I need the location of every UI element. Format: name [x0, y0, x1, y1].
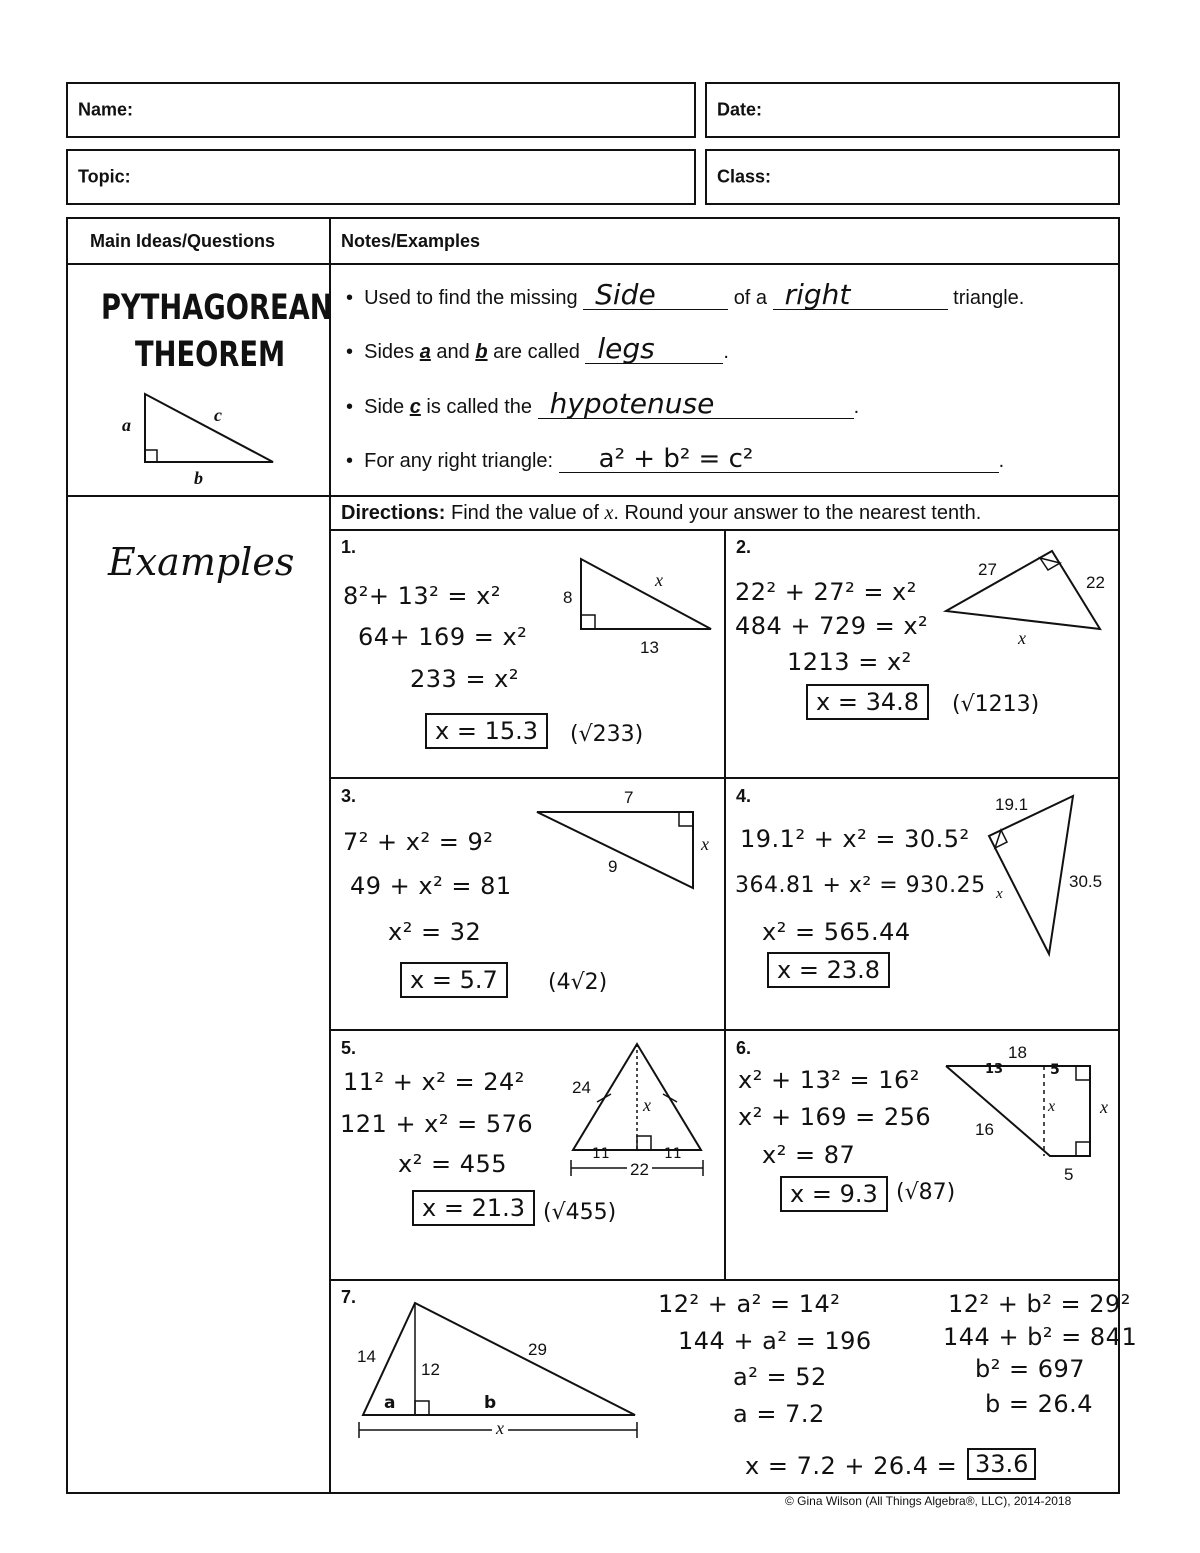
- p4-side-19-1: 19.1: [995, 795, 1029, 814]
- p6-side-x: x: [1100, 1097, 1108, 1117]
- p5-answer-box: x = 21.3: [412, 1190, 535, 1226]
- problem-2-number: 2.: [736, 537, 752, 557]
- directions: Directions: Find the value of x. Round your answer to the nearest tenth.: [341, 502, 982, 524]
- p1-side-13: 13: [640, 638, 659, 657]
- topic-title-line2: THEOREM: [135, 335, 286, 375]
- p3-step2: 49 + x² = 81: [350, 872, 512, 900]
- blank-hypotenuse[interactable]: hypotenuse: [538, 394, 854, 419]
- topic-side-b: b: [194, 468, 203, 488]
- p2-side-x: x: [1018, 628, 1026, 648]
- p2-step1: 22² + 27² = x²: [735, 578, 917, 606]
- p5-side-x: x: [643, 1095, 651, 1115]
- p4-step1: 19.1² + x² = 30.5²: [740, 825, 970, 853]
- p3-side-x: x: [701, 834, 709, 854]
- p4-step3: x² = 565.44: [762, 918, 911, 946]
- p2-answer-box: x = 34.8: [806, 684, 929, 720]
- p1-step3: 233 = x²: [410, 665, 519, 693]
- p3-step3: x² = 32: [388, 918, 482, 946]
- p7-a-step4: a = 7.2: [733, 1400, 825, 1428]
- p6-top-18: 18: [1008, 1043, 1027, 1062]
- p2-triangle: [940, 545, 1110, 635]
- p6-step3: x² = 87: [762, 1141, 856, 1169]
- p1-step1: 8²+ 13² = x²: [343, 582, 501, 610]
- p6-step2: x² + 169 = 256: [738, 1103, 932, 1131]
- p2-exact: (√1213): [952, 692, 1040, 717]
- p3-step1: 7² + x² = 9²: [343, 828, 494, 856]
- p7-b-step1: 12² + b² = 29²: [948, 1290, 1131, 1318]
- p2-side-22: 22: [1086, 573, 1105, 592]
- copyright-footer: © Gina Wilson (All Things Algebra®, LLC), 2014-2018: [785, 1494, 1072, 1508]
- p6-answer-box: x = 9.3: [780, 1176, 888, 1212]
- problem-7-number: 7.: [341, 1287, 357, 1307]
- p2-step2: 484 + 729 = x²: [735, 612, 929, 640]
- p6-bottom-5: 5: [1064, 1165, 1074, 1184]
- p3-answer-box: x = 5.7: [400, 962, 508, 998]
- col1-header: Main Ideas/Questions: [90, 231, 276, 251]
- p7-seg-a: a: [384, 1393, 396, 1413]
- p7-altitude-12: 12: [421, 1360, 440, 1379]
- p7-a-step3: a² = 52: [733, 1363, 827, 1391]
- p6-side-x-inner: x: [1048, 1098, 1056, 1115]
- p3-side-7: 7: [624, 788, 634, 807]
- p5-half-right: 11: [664, 1146, 682, 1162]
- topic-right-triangle: [135, 390, 295, 480]
- problem-1-number: 1.: [341, 537, 357, 557]
- p6-trapezoid: [940, 1060, 1120, 1170]
- topic-side-c: c: [214, 405, 222, 425]
- note-row-3: • Side c is called the hypotenuse .: [346, 387, 860, 420]
- p3-side-9: 9: [608, 857, 618, 876]
- problem-6-number: 6.: [736, 1038, 752, 1058]
- p7-side-x: x: [492, 1418, 508, 1439]
- p7-a-step1: 12² + a² = 14²: [658, 1290, 841, 1318]
- p6-hyp-16: 16: [975, 1120, 994, 1139]
- p7-a-step2: 144 + a² = 196: [678, 1327, 872, 1355]
- note-row-2: • Sides a and b are called legs .: [346, 332, 729, 365]
- p5-step2: 121 + x² = 576: [340, 1110, 534, 1138]
- problem-3-number: 3.: [341, 786, 357, 806]
- p7-b-step2: 144 + b² = 841: [943, 1323, 1138, 1351]
- p6-exact: (√87): [896, 1180, 956, 1205]
- p1-step2: 64+ 169 = x²: [358, 623, 528, 651]
- blank-right[interactable]: right: [773, 285, 948, 310]
- p6-top-13: 13: [985, 1062, 1004, 1077]
- topic-label: Topic:: [78, 166, 131, 187]
- p7-seg-b: b: [484, 1393, 497, 1413]
- topic-title-line1: PYTHAGOREAN: [101, 288, 333, 328]
- topic-side-a: a: [122, 415, 131, 435]
- p2-side-27: 27: [978, 560, 997, 579]
- p1-exact: (√233): [570, 722, 644, 747]
- p7-answer-box: 33.6: [967, 1448, 1036, 1480]
- name-label: Name:: [78, 99, 134, 120]
- note-row-1: • Used to find the missing Side of a right triangle.: [346, 278, 1025, 311]
- p4-triangle: [985, 790, 1075, 960]
- p7-side-29: 29: [528, 1340, 547, 1359]
- p7-b-step4: b = 26.4: [985, 1390, 1094, 1418]
- p3-exact: (4√2): [548, 970, 608, 995]
- blank-legs[interactable]: legs: [585, 339, 723, 364]
- p1-answer-box: x = 15.3: [425, 713, 548, 749]
- p4-side-x: x: [996, 886, 1003, 902]
- p5-side-24: 24: [572, 1078, 591, 1097]
- p1-side-x: x: [655, 570, 663, 590]
- problem-4-number: 4.: [736, 786, 752, 806]
- blank-side[interactable]: Side: [583, 285, 728, 310]
- p1-side-8: 8: [563, 588, 573, 607]
- p5-base-22: 22: [627, 1160, 652, 1180]
- p5-step1: 11² + x² = 24²: [343, 1068, 525, 1096]
- class-label: Class:: [717, 166, 772, 187]
- p3-triangle: [535, 808, 705, 898]
- p4-answer-box: x = 23.8: [767, 952, 890, 988]
- p7-b-step3: b² = 697: [975, 1355, 1086, 1383]
- p5-exact: (√455): [543, 1200, 617, 1225]
- p5-step3: x² = 455: [398, 1150, 507, 1178]
- p6-top-5: 5: [1050, 1062, 1060, 1078]
- p7-final: x = 7.2 + 26.4 =: [745, 1452, 958, 1480]
- p5-half-left: 11: [592, 1146, 610, 1162]
- p1-triangle: [575, 555, 725, 635]
- col2-header: Notes/Examples: [341, 231, 481, 251]
- p4-side-30-5: 30.5: [1069, 872, 1103, 891]
- p7-side-14: 14: [357, 1347, 376, 1366]
- problem-5-number: 5.: [341, 1038, 357, 1058]
- p6-step1: x² + 13² = 16²: [738, 1066, 920, 1094]
- date-label: Date:: [717, 99, 763, 120]
- p2-step3: 1213 = x²: [787, 648, 912, 676]
- examples-label: Examples: [108, 540, 295, 584]
- note-row-4: • For any right triangle: a² + b² = c² .: [346, 444, 1005, 474]
- p4-step2: 364.81 + x² = 930.25: [735, 873, 986, 898]
- bullet-dot: •: [346, 287, 365, 309]
- blank-formula[interactable]: a² + b² = c²: [559, 448, 999, 473]
